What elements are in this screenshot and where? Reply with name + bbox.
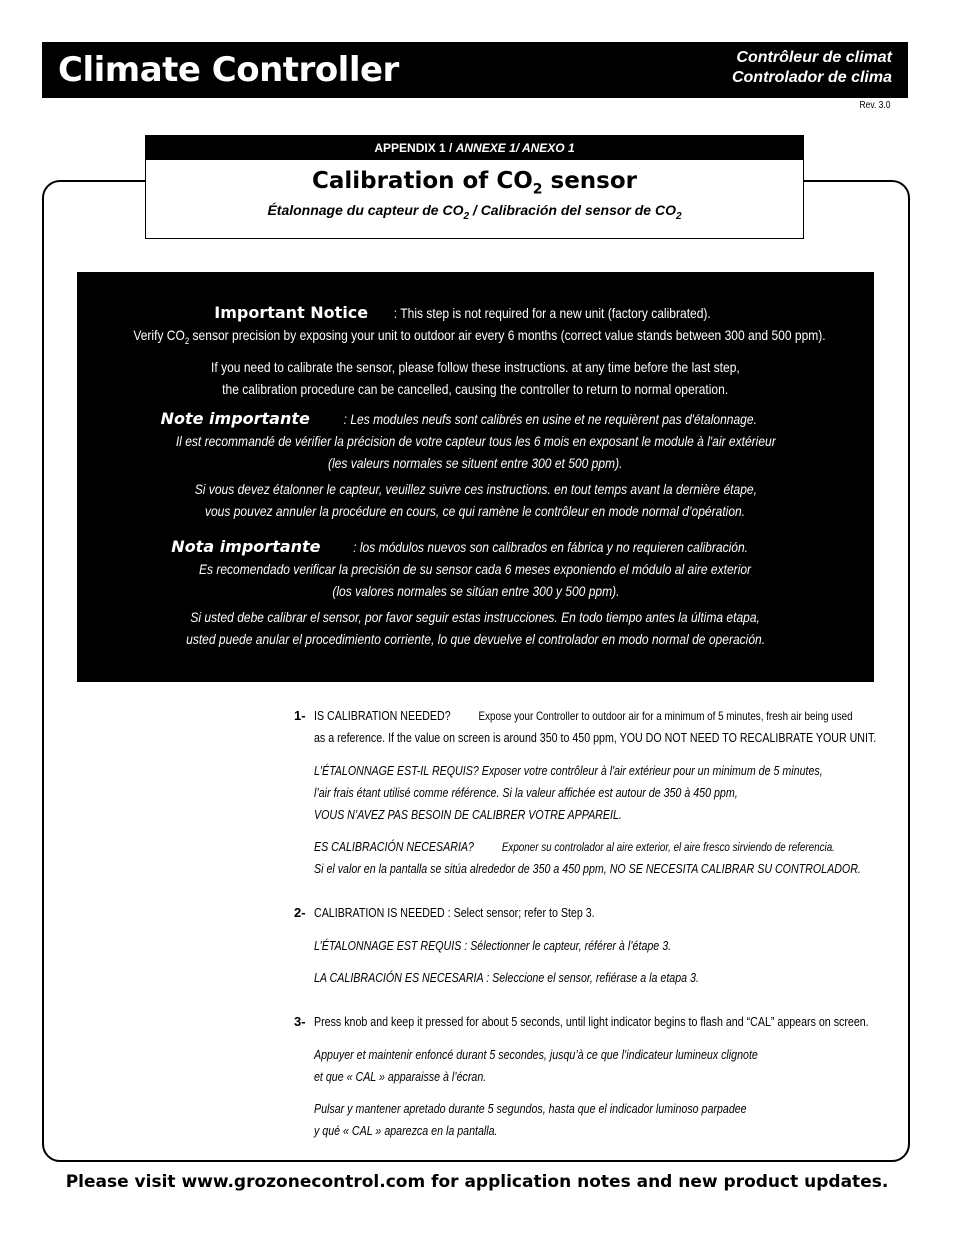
revision-label: Rev. 3.0 [858, 100, 890, 111]
step-2-fr-label: L’ÉTALONNAGE EST REQUIS : [314, 938, 468, 953]
appendix-subtitle-fr: Étalonnage du capteur de CO [267, 201, 464, 218]
notice-fr-line1: : Les modules neufs sont calibrés en usine et ne requièrent pas d'étalonnage. [343, 411, 757, 427]
step-1-fr-line2: l’air frais étant utilisé comme référence. Si la valeur affichée est autour de 350 à 450 ppm, [314, 785, 738, 800]
step-1-es-text1: Exponer su controlador al aire exterior, el aire fresco sirviendo de referencia. [501, 840, 835, 854]
appendix-box [145, 135, 804, 239]
appendix-title-text: Calibration of CO [311, 168, 533, 194]
header-bar [42, 42, 908, 98]
notice-es-line3: (los valores normales se sitúan entre 300 y 500 ppm). [331, 583, 620, 599]
step-1-fr-text1: Exposer votre contrôleur à l'air extérieur pour un minimum de 5 minutes, [481, 763, 823, 778]
step-2-es [314, 967, 699, 989]
notice-en-line1: : This step is not required for a new unit (factory calibrated). [393, 305, 711, 321]
step-number: 2- [294, 905, 306, 920]
notice-en-line2-pre: Verify CO [133, 327, 185, 343]
appendix-subtitle-subscript-es: 2 [675, 210, 682, 222]
step-2-en-label: CALIBRATION IS NEEDED : [314, 905, 451, 920]
step-3-es-line2: y qué « CAL » aparezca en la pantalla. [314, 1123, 498, 1138]
alt-title-fr: Contrôleur de climat [736, 49, 892, 66]
notice-es-line2: Es recomendado verificar la precisión de su sensor cada 6 meses exponiendo el módulo al aire exterior [199, 561, 752, 577]
appendix-title-subscript: 2 [532, 181, 543, 198]
notice-fr-line2: Il est recommandé de vérifier la précision de votre capteur tous les 6 mois en exposant le module à l'air extérieur [175, 433, 776, 449]
appendix-label-alt: ANNEXE 1/ ANEXO 1 [455, 141, 575, 155]
notice-en-heading: Important Notice [214, 303, 369, 322]
notice-en-line2-sub: 2 [184, 335, 190, 346]
appendix-subtitle-subscript-fr: 2 [463, 210, 470, 222]
notice-fr [77, 408, 874, 522]
alt-title-es: Controlador de clima [731, 69, 892, 86]
step-2-fr-text: Sélectionner le capteur, référer à l’étape 3. [467, 938, 672, 953]
step-3-es-line1: Pulsar y mantener apretado durante 5 segundos, hasta que el indicador luminoso parpadee [314, 1101, 747, 1116]
appendix-label: APPENDIX 1 / [374, 141, 453, 155]
step-1-es-label: ES CALIBRACIÓN NECESARIA? [314, 839, 474, 854]
step-2-fr [314, 935, 671, 957]
step-number: 3- [294, 1014, 306, 1029]
notice-es-heading: Nota importante [171, 537, 321, 556]
notice-en-line2 [133, 324, 825, 352]
step-1-en-text1: Expose your Controller to outdoor air for a minimum of 5 minutes, fresh air being used [478, 709, 853, 723]
notice-fr-line3: (les valeurs normales se situent entre 300 et 500 ppm). [328, 455, 623, 471]
step-3-fr-line2: et que « CAL » apparaisse à l’écran. [314, 1069, 487, 1084]
notice-fr-line4: Si vous devez étalonner le capteur, veuillez suivre ces instructions. en tout temps avant la dernière étape, [194, 481, 757, 497]
appendix-title [146, 168, 803, 198]
step-1-es-line1 [314, 836, 835, 858]
appendix-subtitle-es: / Calibración del sensor de CO [469, 201, 676, 218]
notice-en-line4: the calibration procedure can be cancelled, causing the controller to return to normal operation. [222, 380, 729, 397]
appendix-bar [146, 136, 803, 160]
notice-es-line5: usted puede anular el procedimiento corriente, lo que devuelve el controlador en modo normal de operación. [186, 631, 765, 647]
step-1-fr-line3: VOUS N’AVEZ PAS BESOIN DE CALIBRER VOTRE APPAREIL. [314, 807, 622, 822]
step-2-es-label: LA CALIBRACIÓN ES NECESARIA : [314, 970, 490, 985]
notice-fr-line5: vous pouvez annuler la procédure en cours, ce qui ramène le contrôleur en mode normal d’opération. [205, 503, 746, 519]
step-1-fr-label: L'ÉTALONNAGE EST-IL REQUIS? [314, 763, 479, 778]
alt-titles [732, 48, 892, 88]
notice-en [77, 302, 874, 400]
notice-es-line1: : los módulos nuevos son calibrados en fábrica y no requieren calibración. [352, 539, 748, 555]
appendix-title-suffix: sensor [542, 168, 638, 194]
appendix-subtitle [146, 202, 803, 222]
step-1-es-line2: Si el valor en la pantalla se sitúa alrededor de 350 a 450 ppm, NO SE NECESITA CALIBRAR SU CONTROLADOR. [314, 861, 861, 876]
notice-es-line4: Si usted debe calibrar el sensor, por favor seguir estas instrucciones. En todo tiempo antes la última etapa, [190, 609, 761, 625]
step-1-en-line2: as a reference. If the value on screen is around 350 to 450 ppm, YOU DO NOT NEED TO RECALIBRATE YOUR UNIT. [314, 730, 877, 745]
step-1-fr-line1 [314, 760, 823, 782]
step-1-en-label: IS CALIBRATION NEEDED? [314, 708, 451, 723]
step-2-en-text: Select sensor; refer to Step 3. [450, 905, 595, 920]
notice-fr-heading: Note importante [160, 409, 310, 428]
step-1-en-line1 [314, 705, 853, 727]
notice-en-line3: If you need to calibrate the sensor, please follow these instructions. at any time before the last step, [211, 358, 740, 375]
step-3-fr-line1: Appuyer et maintenir enfoncé durant 5 secondes, jusqu’à ce que l’indicateur lumineux clignote [314, 1047, 758, 1062]
notice-es [77, 536, 874, 650]
important-notice-box [77, 272, 874, 682]
step-number: 1- [294, 708, 306, 723]
step-2-es-text: Seleccione el sensor, refiérase a la etapa 3. [489, 970, 699, 985]
step-2-en [314, 902, 595, 924]
page-title: Climate Controller [58, 50, 399, 90]
step-3-en: Press knob and keep it pressed for about 5 seconds, until light indicator begins to flash and “CAL” appears on screen. [314, 1014, 869, 1029]
footer-note: Please visit www.grozonecontrol.com for application notes and new product updates. [65, 1172, 889, 1192]
notice-en-line2-post: sensor precision by exposing your unit to outdoor air every 6 months (correct value stands between 300 and 500 ppm). [189, 327, 826, 343]
